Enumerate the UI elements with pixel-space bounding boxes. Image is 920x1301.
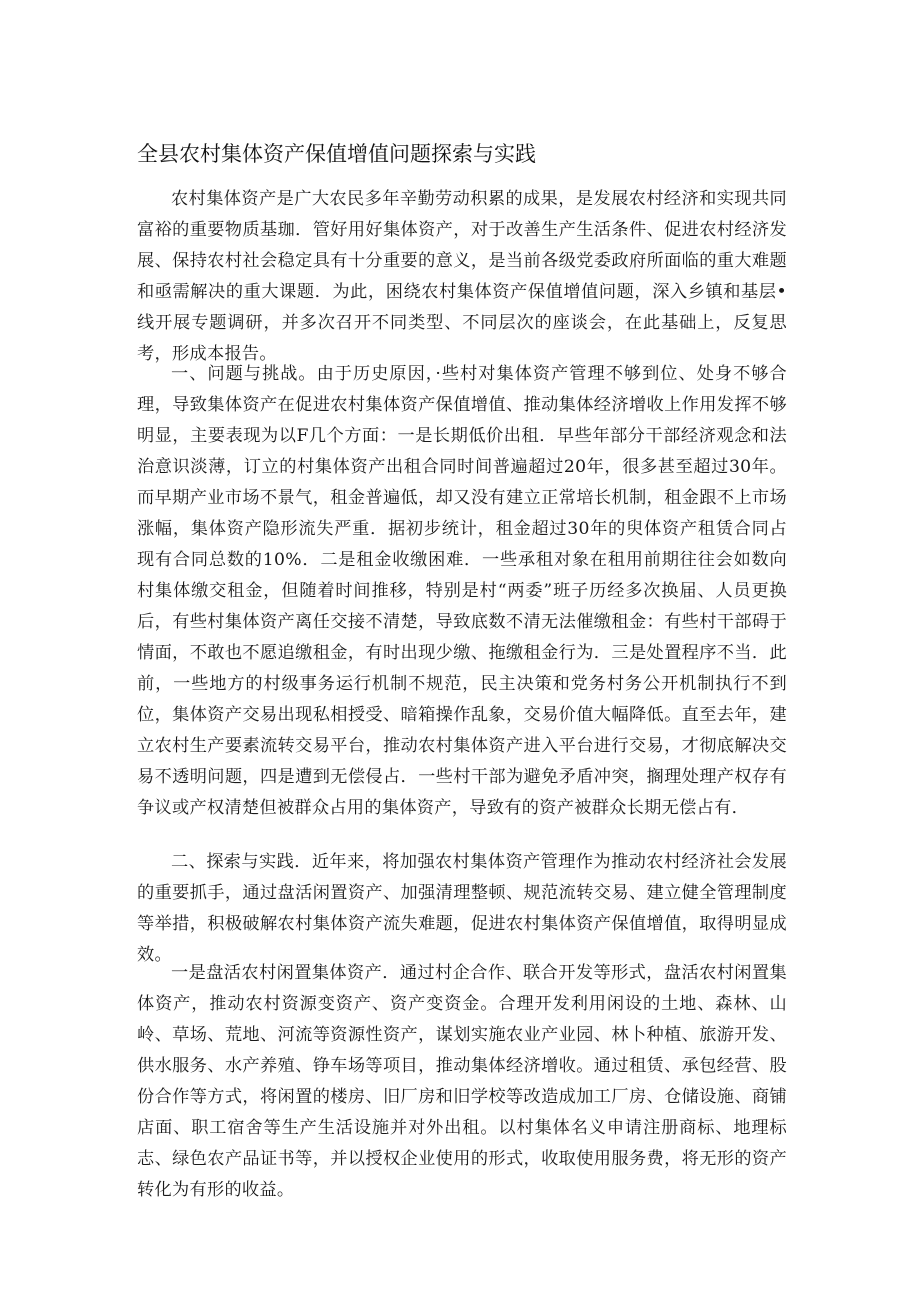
paragraph-problems-challenges: 一、问题与挑战。由于历史原因，·些村对集体资产管理不够到位、处身不够合理，导致集体资产在促进农村集体资产保值增值、推动集体经济增收上作用发挥不够明显，主要表现为以F几个方面：一是长期低价出租．早些年部分干部经济观念和法治意识淡薄，订立的村集体资产出租合同时间普遍超过20年，很多甚至超过30年。而早期产业市场不景气，租金普遍低，却又没有建立正常培长机制，租金跟不上市场涨幅，集体资产隐形流失严重．据初步统计，租金超过30年的臾体资产租赁合同占现有合同总数的10%．二是租金收缴困难．一些承租对象在租用前期往往会如数向村集体缴交租金，但随着时间推移，特别是村“两委”班子历经多次换届、人员更换后，有些村集体资产离任交接不清楚，导致底数不清无法催缴租金：有些村干部碍于情面，不敢也不愿追缴租金，有时出现少缴、拖缴租金行为．三是处置程序不当．此前，一些地方的村级事务运行机制不规范，民主决策和党务村务公开机制执行不到位，集体资产交易出现私相授受、暗箱操作乱象，交易价值大幅降低。直至去年，建立农村生产要素流转交易平台，推动农村集体资产进入平台进行交易，才彻底解决交易不透明问题，四是遭到无偿侵占．一些村干部为避免矛盾冲突，搁理处理产权存有争议或产权清楚但被群众占用的集体资产，导致有的资产被群众长期无偿占有． bbox=[137, 364, 787, 818]
paragraph-exploration-practice: 二、探索与实践．近年来，将加强农村集体资产管理作为推动农村经济社会发展的重要抓手，通过盘活闲置资产、加强清理整顿、规范流转交易、建立健全管理制度等举措，积极破解农村集体资产流失难题，促进农村集体资产保值增值，取得明显成效。 bbox=[137, 852, 787, 965]
paragraph-revitalize-idle-assets: 一是盘活农村闲置集体资产．通过村企合作、联合开发等形式，盘活农村闲置集体资产，推动农村资源变资产、资产变资金。合理开发利用闲设的土地、森林、山岭、草场、荒地、河流等资源性资产，谋划实施农业产业园、林卜种植、旅游开发、供水服务、水产养殖、铮车场等项目，推动集体经济增收。通过租赁、承包经营、股份合作等方式，将闲置的楼房、旧厂房和旧学校等改造成加工厂房、仓储设施、商铺店面、职工宿舍等生产生活设施并对外出租。以村集体名义申请注册商标、地理标志、绿色农产品证书等，并以授权企业使用的形式，收取使用服务费，将无形的资产转化为有形的收益。 bbox=[137, 963, 787, 1200]
document-title: 全县农村集体资产保值增值问题探索与实践 bbox=[137, 142, 536, 166]
paragraph-intro: 农村集体资产是广大农民多年辛勤劳动积累的成果，是发展农村经济和实现共同富裕的重要物质基珈．管好用好集体资产，对于改善生产生活条件、促进农村经济发展、保持农村社会稳定具有十分重要的意义，是当前各级党委政府所面临的重大难题和亟需解决的重大课题．为此，困绕农村集体资产保值增值问题，深入乡镇和基层•线开展专题调研，并多次召开不同类型、不同层次的座谈会，在此基础上，反复思考，形成本报告。 bbox=[137, 189, 787, 364]
